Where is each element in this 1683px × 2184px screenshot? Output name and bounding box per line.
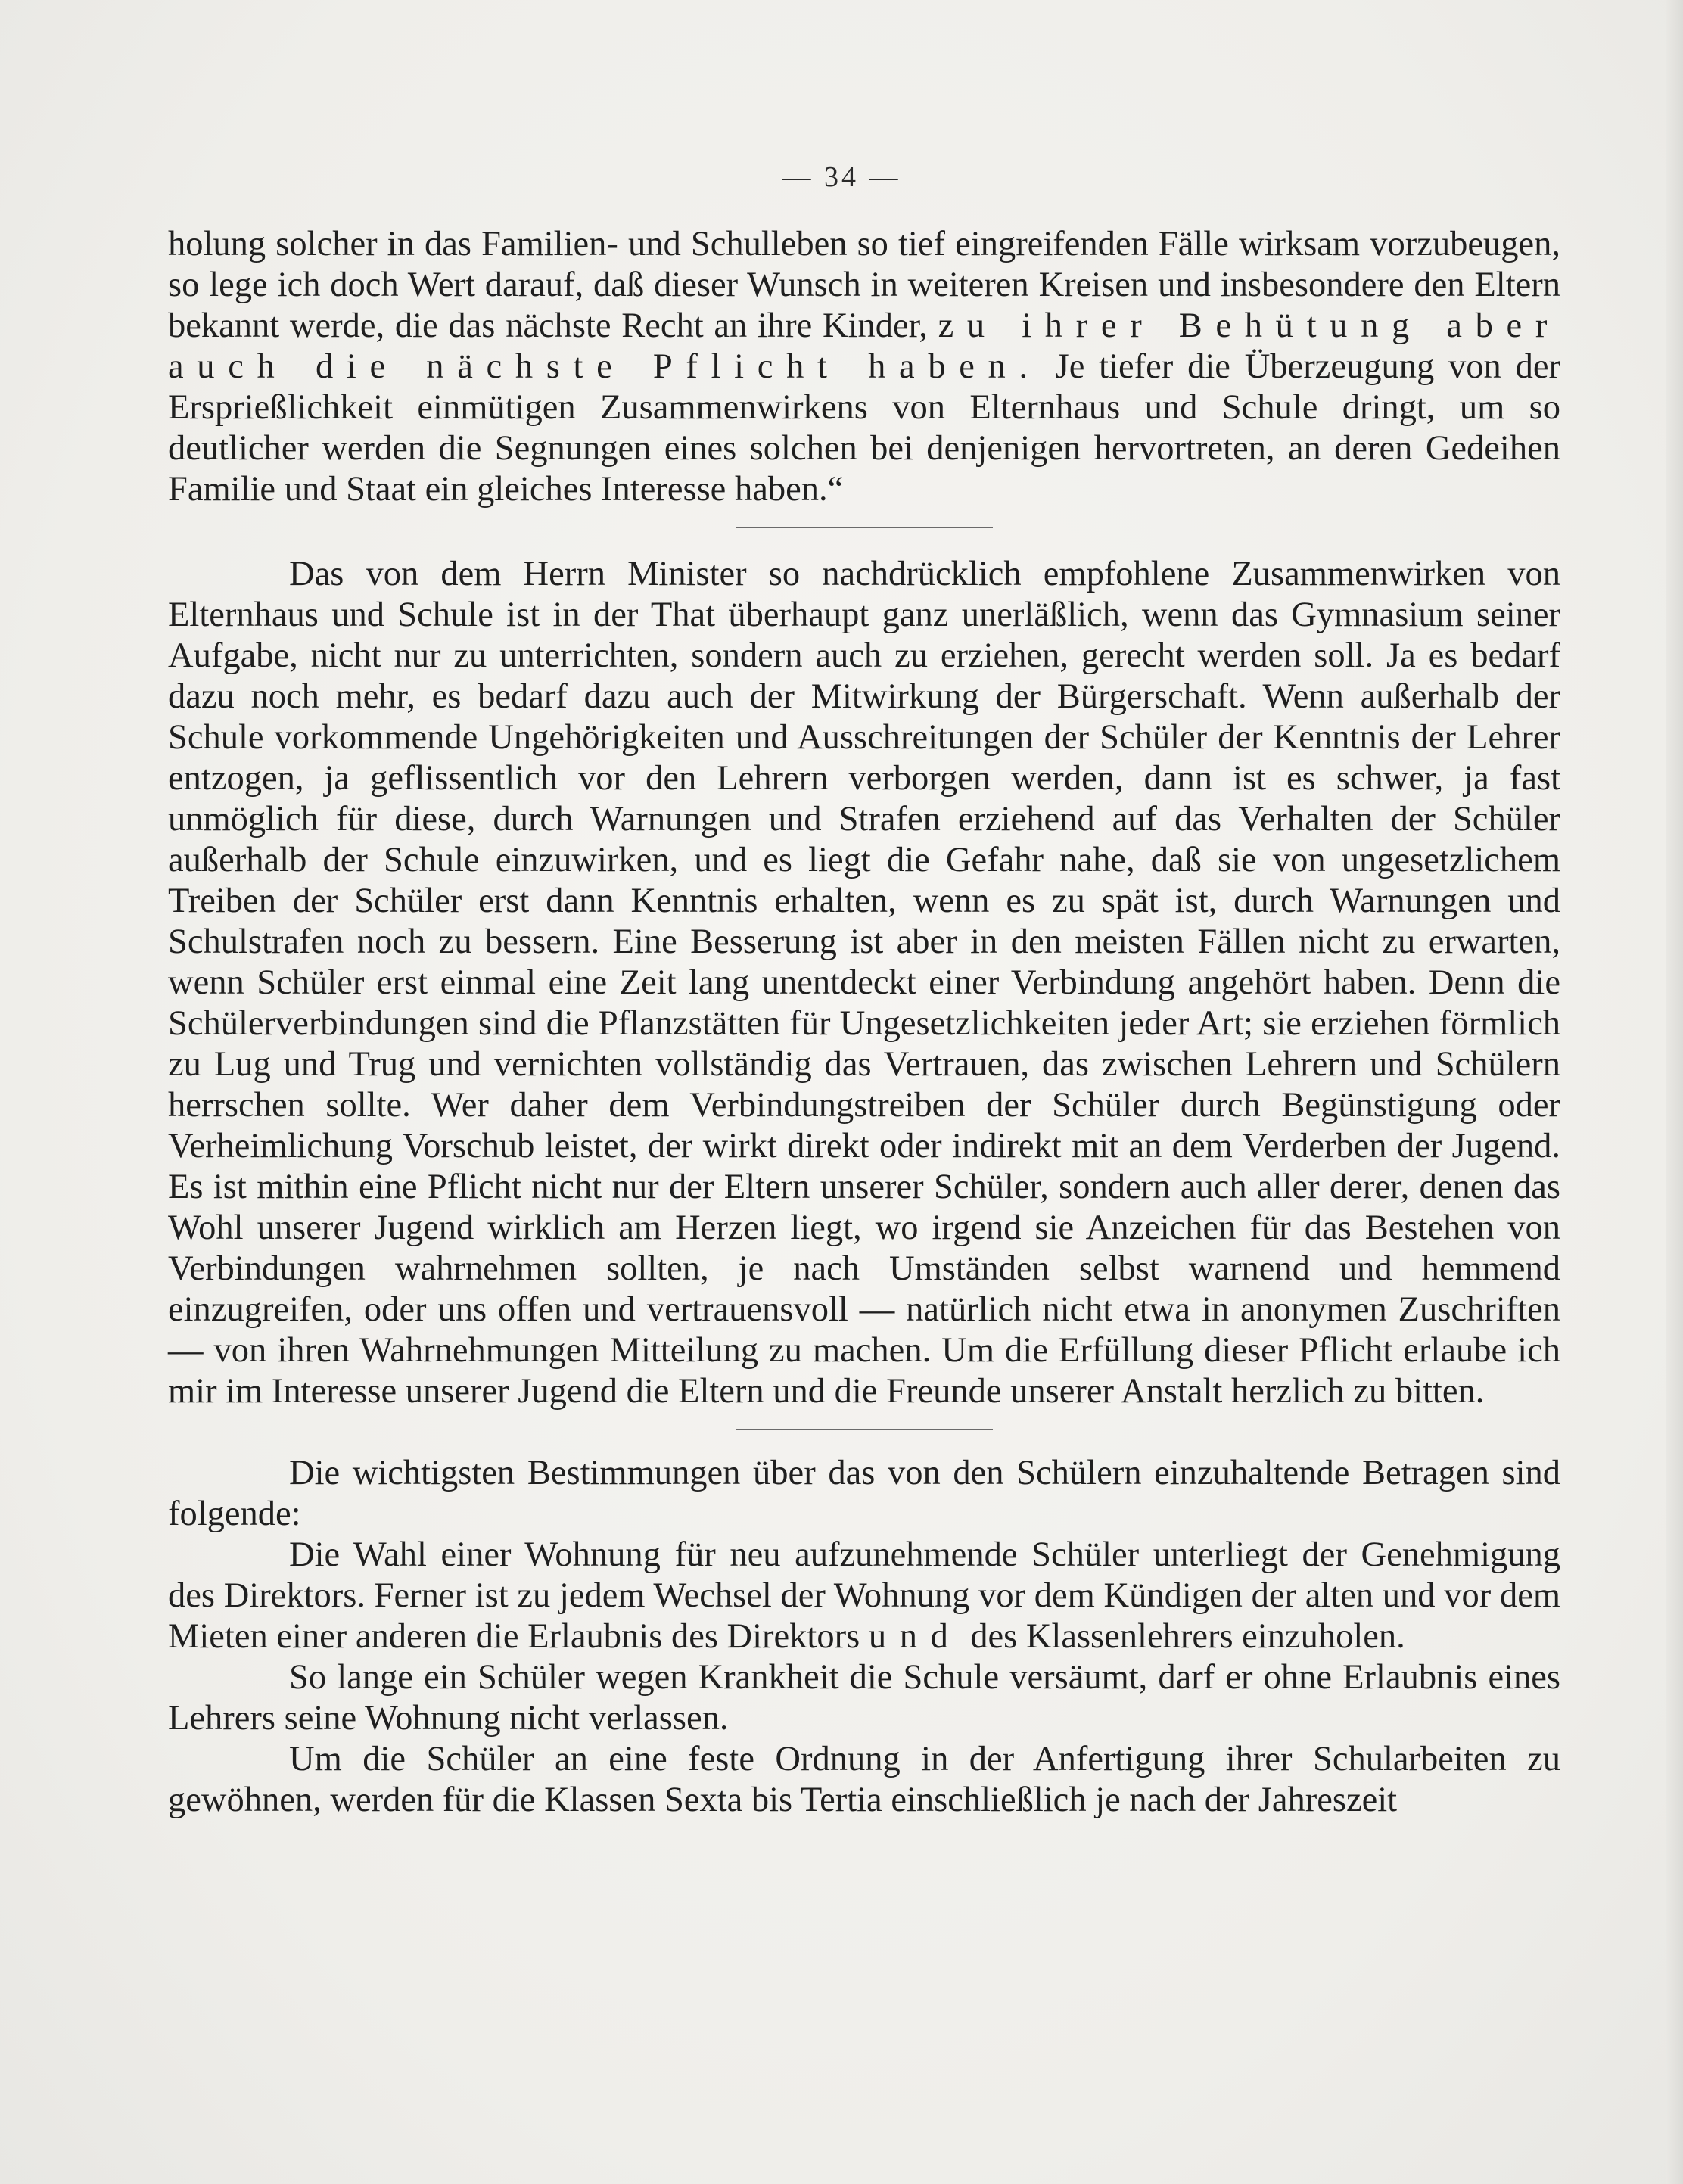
paragraph-illness-rule: So lange ein Schüler wegen Krankheit die Schule versäumt, darf er ohne Erlaubnis eines Lehrers seine Wohnung nicht verlassen.: [168, 1658, 1560, 1738]
body-text: [168, 224, 1560, 1821]
page-number: — 34 —: [782, 161, 901, 193]
emphasized-text: zu ihrer Behütung aber auch die nächste Pflicht haben.: [168, 306, 1560, 386]
paragraph-text: holung solcher in das Familien- und Schulleben so tief eingreifenden Fälle wirksam vorzubeugen, so lege ich doch Wert darauf, daß dieser Wunsch in weiteren Kreisen und insbesondere den Eltern bekannt werde, die das nächste Recht an ihre Kinder,: [168, 225, 1560, 345]
scan-edge: [1666, 0, 1683, 2184]
paragraph-rules-intro: Die wichtigsten Bestimmungen über das von den Schülern einzuhaltende Betragen sind folgende:: [168, 1454, 1560, 1533]
section-divider: [736, 1429, 993, 1430]
paragraph-quote-ending: [168, 224, 1560, 510]
emphasized-text: und: [868, 1617, 962, 1656]
section-divider: [736, 527, 993, 528]
paragraph-text: Die Wahl einer Wohnung für neu aufzunehmende Schüler unterliegt der Genehmigung des Direktors. Ferner ist zu jedem Wechsel der Wohnung vor dem Kündigen der alten und vor dem Mieten einer anderen die Erlaubnis des Direktors: [168, 1535, 1560, 1656]
paragraph-housing-rule: [168, 1535, 1560, 1657]
paragraph-homework-rule: Um die Schüler an eine feste Ordnung in der Anfertigung ihrer Schularbeiten zu gewöhnen, werden für die Klassen Sexta bis Tertia einschließlich je nach der Jahreszeit: [168, 1740, 1560, 1819]
paragraph-text: des Klassenlehrers einzuholen.: [961, 1617, 1405, 1656]
paragraph-text: Je tiefer die Überzeugung von der Ersprießlichkeit einmütigen Zusammenwirkens von Elternhaus und Schule dringt, um so deutlicher werden die Segnungen eines solchen bei denjenigen hervortreten, an deren Gedeihen Familie und Staat ein gleiches Interesse haben.“: [168, 347, 1560, 509]
paragraph-cooperation: Das von dem Herrn Minister so nachdrücklich empfohlene Zusammenwirken von Elternhaus und Schule ist in der That überhaupt ganz unerläßlich, wenn das Gymnasium seiner Aufgabe, nicht nur zu unterrichten, sondern auch zu erziehen, gerecht werden soll. Ja es bedarf dazu noch mehr, es bedarf dazu auch der Mitwirkung der Bürgerschaft. Wenn außerhalb der Schule vorkommende Ungehörigkeiten und Ausschreitungen der Schüler der Kenntnis der Lehrer entzogen, ja geflissentlich vor den Lehrern verborgen werden, dann ist es schwer, ja fast unmöglich für diese, durch Warnungen und Strafen erziehend auf das Verhalten der Schüler außerhalb der Schule einzuwirken, und es liegt die Gefahr nahe, daß sie von ungesetzlichem Treiben der Schüler erst dann Kenntnis erhalten, wenn es zu spät ist, durch Warnungen und Schulstrafen noch zu bessern. Eine Besserung ist aber in den meisten Fällen nicht zu erwarten, wenn Schüler erst einmal eine Zeit lang unentdeckt einer Verbindung angehört haben. Denn die Schülerverbindungen sind die Pflanzstätten für Ungesetzlichkeiten jeder Art; sie erziehen förmlich zu Lug und Trug und vernichten vollständig das Vertrauen, das zwischen Lehrern und Schülern herrschen sollte. Wer daher dem Verbindungstreiben der Schüler durch Begünstigung oder Verheimlichung Vorschub leistet, der wirkt direkt oder indirekt mit an dem Verderben der Jugend. Es ist mithin eine Pflicht nicht nur der Eltern unserer Schüler, sondern auch aller derer, denen das Wohl unserer Jugend wirklich am Herzen liegt, wo irgend sie Anzeichen für das Bestehen von Verbindungen wahrnehmen sollten, je nach Umständen selbst warnend und hemmend einzugreifen, oder uns offen und vertrauensvoll — natürlich nicht etwa in anonymen Zuschriften — von ihren Wahrnehmungen Mitteilung zu machen. Um die Erfüllung dieser Pflicht erlaube ich mir im Interesse unserer Jugend die Eltern und die Freunde unserer Anstalt herzlich zu bitten.: [168, 555, 1560, 1411]
